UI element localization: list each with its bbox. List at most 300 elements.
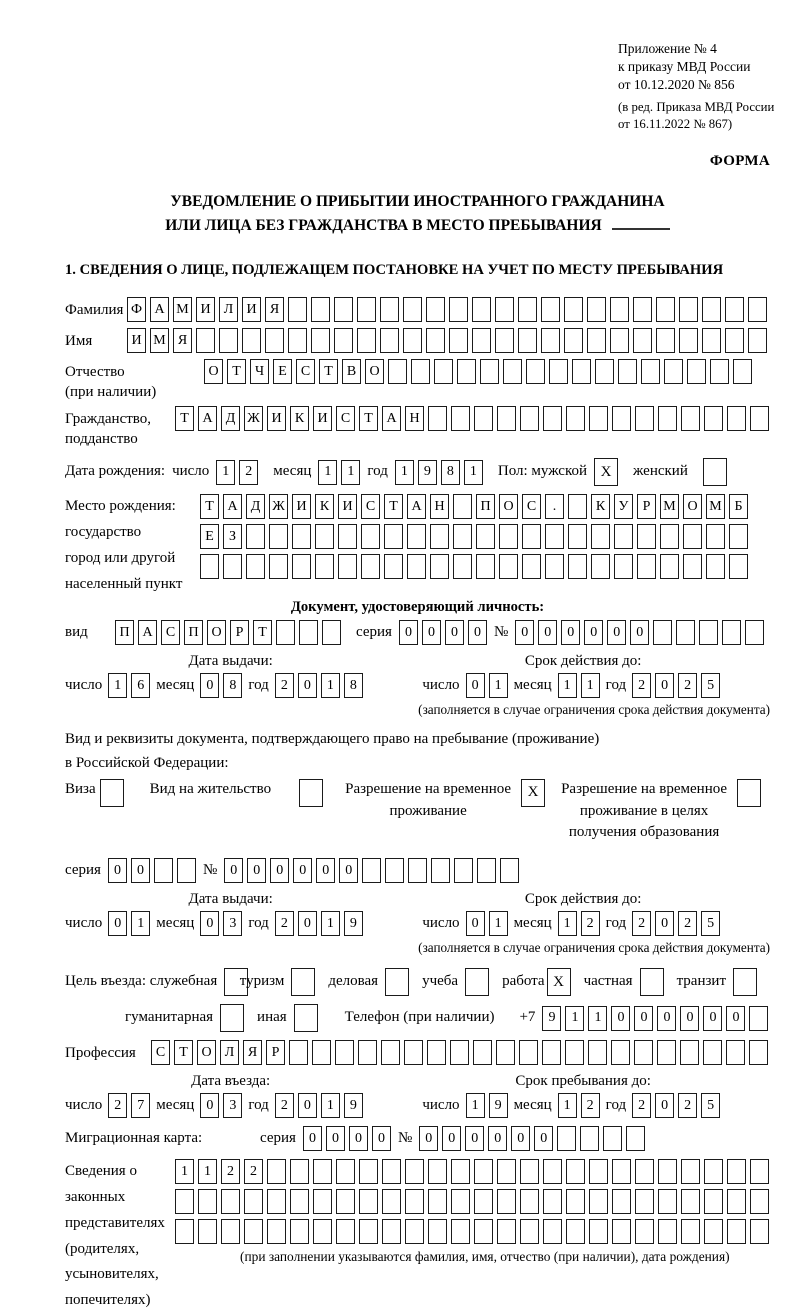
form-cell[interactable] [453,524,472,549]
form-cell[interactable] [242,328,261,353]
form-cell[interactable] [294,1004,318,1032]
form-cell[interactable]: 0 [538,620,557,645]
form-cell[interactable]: Ф [127,297,146,322]
form-cell[interactable] [679,297,698,322]
form-cell[interactable]: Т [227,359,246,384]
form-cell[interactable] [315,554,334,579]
form-cell[interactable]: С [296,359,315,384]
form-cell[interactable] [451,1189,470,1214]
form-cell[interactable]: И [292,494,311,519]
form-cell[interactable]: 0 [515,620,534,645]
form-cell[interactable] [520,1189,539,1214]
form-cell[interactable] [361,524,380,549]
form-cell[interactable] [727,1219,746,1244]
form-cell[interactable]: Т [253,620,272,645]
form-cell[interactable]: 1 [321,911,340,936]
form-cell[interactable] [315,524,334,549]
form-cell[interactable]: 2 [244,1159,263,1184]
form-cell[interactable]: М [706,494,725,519]
form-cell[interactable]: Т [175,406,194,431]
form-cell[interactable] [385,968,409,996]
form-cell[interactable]: 0 [466,911,485,936]
form-cell[interactable]: С [522,494,541,519]
form-cell[interactable]: Т [359,406,378,431]
form-cell[interactable] [543,1189,562,1214]
form-cell[interactable] [154,858,173,883]
form-cell[interactable] [405,1189,424,1214]
form-cell[interactable] [589,1219,608,1244]
form-cell[interactable]: 9 [542,1006,561,1031]
form-cell[interactable]: 0 [422,620,441,645]
form-cell[interactable]: Р [230,620,249,645]
form-cell[interactable]: 0 [655,673,674,698]
form-cell[interactable]: С [161,620,180,645]
form-cell[interactable] [451,1159,470,1184]
form-cell[interactable] [290,1159,309,1184]
form-cell[interactable] [641,359,660,384]
form-cell[interactable]: И [127,328,146,353]
form-cell[interactable] [543,1219,562,1244]
form-cell[interactable]: 1 [321,673,340,698]
form-cell[interactable]: 9 [344,1093,363,1118]
form-cell[interactable] [338,524,357,549]
form-cell[interactable] [660,524,679,549]
form-cell[interactable] [626,1126,645,1151]
form-cell[interactable]: 0 [200,911,219,936]
form-cell[interactable]: А [407,494,426,519]
form-cell[interactable] [634,1040,653,1065]
form-cell[interactable] [633,297,652,322]
form-cell[interactable] [520,406,539,431]
form-cell[interactable]: 1 [108,673,127,698]
form-cell[interactable]: К [591,494,610,519]
form-cell[interactable]: 1 [581,673,600,698]
form-cell[interactable] [676,620,695,645]
form-cell[interactable] [543,1159,562,1184]
form-cell[interactable]: 1 [175,1159,194,1184]
form-cell[interactable] [727,1159,746,1184]
form-cell[interactable]: 3 [223,1093,242,1118]
form-cell[interactable] [557,1126,576,1151]
form-cell[interactable] [359,1189,378,1214]
form-cell[interactable]: 8 [344,673,363,698]
form-cell[interactable] [683,524,702,549]
form-cell[interactable]: Я [265,297,284,322]
form-cell[interactable]: X [547,968,571,996]
form-cell[interactable] [288,328,307,353]
form-cell[interactable] [428,1189,447,1214]
form-cell[interactable] [520,1159,539,1184]
form-cell[interactable] [660,554,679,579]
form-cell[interactable] [587,328,606,353]
form-cell[interactable]: 1 [321,1093,340,1118]
form-cell[interactable] [465,968,489,996]
form-cell[interactable]: 0 [298,1093,317,1118]
form-cell[interactable] [618,359,637,384]
form-cell[interactable] [495,328,514,353]
form-cell[interactable] [219,328,238,353]
form-cell[interactable] [542,1040,561,1065]
form-cell[interactable] [633,328,652,353]
form-cell[interactable] [706,524,725,549]
form-cell[interactable] [322,620,341,645]
form-cell[interactable]: 0 [655,1093,674,1118]
form-cell[interactable]: О [499,494,518,519]
form-cell[interactable] [564,328,583,353]
form-cell[interactable] [703,458,727,486]
form-cell[interactable] [430,554,449,579]
form-cell[interactable]: 8 [441,460,460,485]
form-cell[interactable] [457,359,476,384]
form-cell[interactable]: А [382,406,401,431]
form-cell[interactable] [474,1189,493,1214]
form-cell[interactable]: 0 [680,1006,699,1031]
form-cell[interactable] [499,524,518,549]
form-cell[interactable]: 0 [442,1126,461,1151]
form-cell[interactable]: О [207,620,226,645]
form-cell[interactable] [727,1189,746,1214]
form-cell[interactable]: С [361,494,380,519]
form-cell[interactable] [449,297,468,322]
form-cell[interactable] [362,858,381,883]
form-cell[interactable] [566,1219,585,1244]
form-cell[interactable]: 2 [678,1093,697,1118]
form-cell[interactable]: Р [637,494,656,519]
form-cell[interactable] [404,1040,423,1065]
form-cell[interactable] [411,359,430,384]
form-cell[interactable] [497,1219,516,1244]
form-cell[interactable] [704,1189,723,1214]
form-cell[interactable]: К [290,406,309,431]
form-cell[interactable] [454,858,473,883]
form-cell[interactable] [312,1040,331,1065]
form-cell[interactable] [426,297,445,322]
form-cell[interactable] [474,1159,493,1184]
form-cell[interactable] [702,328,721,353]
form-cell[interactable] [497,1159,516,1184]
form-cell[interactable]: Ж [269,494,288,519]
form-cell[interactable] [269,524,288,549]
form-cell[interactable] [543,406,562,431]
form-cell[interactable]: 3 [223,911,242,936]
form-cell[interactable]: А [198,406,217,431]
form-cell[interactable] [681,1159,700,1184]
form-cell[interactable]: А [223,494,242,519]
form-cell[interactable] [610,328,629,353]
form-cell[interactable] [750,1159,769,1184]
form-cell[interactable]: 2 [581,1093,600,1118]
form-cell[interactable] [635,1159,654,1184]
form-cell[interactable] [477,858,496,883]
form-cell[interactable] [658,406,677,431]
form-cell[interactable] [335,1040,354,1065]
form-cell[interactable]: Л [219,297,238,322]
form-cell[interactable]: 0 [349,1126,368,1151]
form-cell[interactable] [737,779,761,807]
form-cell[interactable] [336,1159,355,1184]
form-cell[interactable]: 0 [511,1126,530,1151]
form-cell[interactable] [453,494,472,519]
form-cell[interactable] [568,494,587,519]
form-cell[interactable]: 1 [558,1093,577,1118]
form-cell[interactable] [500,858,519,883]
form-cell[interactable] [267,1189,286,1214]
form-cell[interactable] [430,524,449,549]
form-cell[interactable] [591,554,610,579]
form-cell[interactable] [357,328,376,353]
form-cell[interactable] [640,968,664,996]
form-cell[interactable] [566,1189,585,1214]
form-cell[interactable]: 2 [221,1159,240,1184]
form-cell[interactable]: 1 [489,673,508,698]
form-cell[interactable] [311,328,330,353]
form-cell[interactable]: 2 [239,460,258,485]
form-cell[interactable] [357,297,376,322]
form-cell[interactable]: Т [200,494,219,519]
form-cell[interactable] [311,297,330,322]
form-cell[interactable]: Л [220,1040,239,1065]
form-cell[interactable] [680,1040,699,1065]
form-cell[interactable]: 1 [558,673,577,698]
form-cell[interactable] [175,1219,194,1244]
form-cell[interactable] [729,554,748,579]
form-cell[interactable] [361,554,380,579]
form-cell[interactable] [748,328,767,353]
form-cell[interactable]: 0 [298,673,317,698]
form-cell[interactable]: И [338,494,357,519]
form-cell[interactable] [664,359,683,384]
form-cell[interactable] [610,297,629,322]
form-cell[interactable]: X [521,779,545,807]
form-cell[interactable] [382,1219,401,1244]
form-cell[interactable] [681,1219,700,1244]
form-cell[interactable] [244,1189,263,1214]
form-cell[interactable] [434,359,453,384]
form-cell[interactable]: 0 [247,858,266,883]
form-cell[interactable] [595,359,614,384]
form-cell[interactable] [657,1040,676,1065]
form-cell[interactable] [702,297,721,322]
form-cell[interactable]: 0 [611,1006,630,1031]
form-cell[interactable]: 0 [224,858,243,883]
form-cell[interactable] [246,524,265,549]
form-cell[interactable] [612,1219,631,1244]
form-cell[interactable] [244,1219,263,1244]
form-cell[interactable]: 0 [703,1006,722,1031]
form-cell[interactable] [407,524,426,549]
form-cell[interactable] [380,297,399,322]
form-cell[interactable]: 0 [293,858,312,883]
form-cell[interactable] [384,524,403,549]
form-cell[interactable] [449,328,468,353]
form-cell[interactable] [426,328,445,353]
form-cell[interactable]: 1 [341,460,360,485]
form-cell[interactable] [476,524,495,549]
form-cell[interactable] [522,554,541,579]
form-cell[interactable]: 0 [419,1126,438,1151]
form-cell[interactable] [495,297,514,322]
form-cell[interactable] [750,406,769,431]
form-cell[interactable] [706,554,725,579]
form-cell[interactable] [290,1219,309,1244]
form-cell[interactable]: 0 [534,1126,553,1151]
form-cell[interactable]: 0 [200,1093,219,1118]
form-cell[interactable]: 5 [701,911,720,936]
form-cell[interactable] [545,524,564,549]
form-cell[interactable]: Ч [250,359,269,384]
form-cell[interactable] [403,328,422,353]
form-cell[interactable] [656,328,675,353]
form-cell[interactable]: И [267,406,286,431]
form-cell[interactable]: К [315,494,334,519]
form-cell[interactable] [428,1159,447,1184]
form-cell[interactable] [496,1040,515,1065]
form-cell[interactable]: Д [221,406,240,431]
form-cell[interactable]: 0 [303,1126,322,1151]
form-cell[interactable] [220,1004,244,1032]
form-cell[interactable]: 1 [216,460,235,485]
form-cell[interactable]: И [313,406,332,431]
form-cell[interactable] [520,1219,539,1244]
form-cell[interactable]: 2 [632,673,651,698]
form-cell[interactable]: . [545,494,564,519]
form-cell[interactable] [299,620,318,645]
form-cell[interactable]: 0 [131,858,150,883]
form-cell[interactable] [725,328,744,353]
form-cell[interactable] [407,554,426,579]
form-cell[interactable]: 0 [561,620,580,645]
form-cell[interactable]: У [614,494,633,519]
form-cell[interactable]: 2 [275,673,294,698]
form-cell[interactable]: З [223,524,242,549]
form-cell[interactable]: 0 [399,620,418,645]
form-cell[interactable] [177,858,196,883]
form-cell[interactable]: Ж [244,406,263,431]
form-cell[interactable]: 2 [581,911,600,936]
form-cell[interactable] [710,359,729,384]
form-cell[interactable]: 0 [466,673,485,698]
form-cell[interactable] [223,554,242,579]
form-cell[interactable] [385,858,404,883]
form-cell[interactable] [334,297,353,322]
form-cell[interactable] [476,554,495,579]
form-cell[interactable] [359,1219,378,1244]
form-cell[interactable] [450,1040,469,1065]
form-cell[interactable] [473,1040,492,1065]
form-cell[interactable] [221,1219,240,1244]
form-cell[interactable]: 9 [344,911,363,936]
form-cell[interactable] [267,1159,286,1184]
form-cell[interactable] [499,554,518,579]
form-cell[interactable]: О [204,359,223,384]
form-cell[interactable]: И [242,297,261,322]
form-cell[interactable] [267,1219,286,1244]
form-cell[interactable]: 0 [465,1126,484,1151]
form-cell[interactable] [564,297,583,322]
form-cell[interactable] [611,1040,630,1065]
form-cell[interactable] [269,554,288,579]
form-cell[interactable] [681,1189,700,1214]
form-cell[interactable]: Т [174,1040,193,1065]
form-cell[interactable] [541,328,560,353]
form-cell[interactable] [451,1219,470,1244]
form-cell[interactable]: 1 [131,911,150,936]
form-cell[interactable] [291,968,315,996]
form-cell[interactable]: 1 [489,911,508,936]
form-cell[interactable]: 0 [298,911,317,936]
form-cell[interactable] [497,406,516,431]
form-cell[interactable] [566,406,585,431]
form-cell[interactable] [474,406,493,431]
form-cell[interactable] [299,779,323,807]
form-cell[interactable] [549,359,568,384]
form-cell[interactable]: 0 [634,1006,653,1031]
form-cell[interactable] [587,297,606,322]
form-cell[interactable] [683,554,702,579]
form-cell[interactable] [381,1040,400,1065]
form-cell[interactable] [704,1219,723,1244]
form-cell[interactable] [427,1040,446,1065]
form-cell[interactable]: 0 [108,858,127,883]
form-cell[interactable]: Е [273,359,292,384]
form-cell[interactable]: 0 [726,1006,745,1031]
form-cell[interactable]: Д [246,494,265,519]
form-cell[interactable]: 2 [632,1093,651,1118]
form-cell[interactable] [612,1189,631,1214]
form-cell[interactable] [198,1189,217,1214]
form-cell[interactable] [288,297,307,322]
form-cell[interactable] [382,1189,401,1214]
form-cell[interactable]: 0 [657,1006,676,1031]
form-cell[interactable] [336,1219,355,1244]
form-cell[interactable] [431,858,450,883]
form-cell[interactable]: О [683,494,702,519]
form-cell[interactable] [382,1159,401,1184]
form-cell[interactable] [451,406,470,431]
form-cell[interactable]: Т [319,359,338,384]
form-cell[interactable] [453,554,472,579]
form-cell[interactable] [405,1159,424,1184]
form-cell[interactable]: М [173,297,192,322]
form-cell[interactable] [292,524,311,549]
form-cell[interactable] [749,1006,768,1031]
form-cell[interactable]: 6 [131,673,150,698]
form-cell[interactable] [566,1159,585,1184]
form-cell[interactable]: Н [430,494,449,519]
form-cell[interactable]: 1 [466,1093,485,1118]
form-cell[interactable] [727,406,746,431]
form-cell[interactable] [748,297,767,322]
form-cell[interactable] [580,1126,599,1151]
form-cell[interactable] [276,620,295,645]
form-cell[interactable]: М [150,328,169,353]
form-cell[interactable]: 2 [108,1093,127,1118]
form-cell[interactable] [200,554,219,579]
form-cell[interactable] [725,297,744,322]
form-cell[interactable] [588,1040,607,1065]
form-cell[interactable] [704,1159,723,1184]
form-cell[interactable]: 0 [607,620,626,645]
form-cell[interactable] [196,328,215,353]
form-cell[interactable] [635,406,654,431]
form-cell[interactable] [635,1219,654,1244]
form-cell[interactable] [635,1189,654,1214]
form-cell[interactable] [614,524,633,549]
form-cell[interactable] [603,1126,622,1151]
form-cell[interactable] [614,554,633,579]
form-cell[interactable] [637,524,656,549]
form-cell[interactable] [687,359,706,384]
